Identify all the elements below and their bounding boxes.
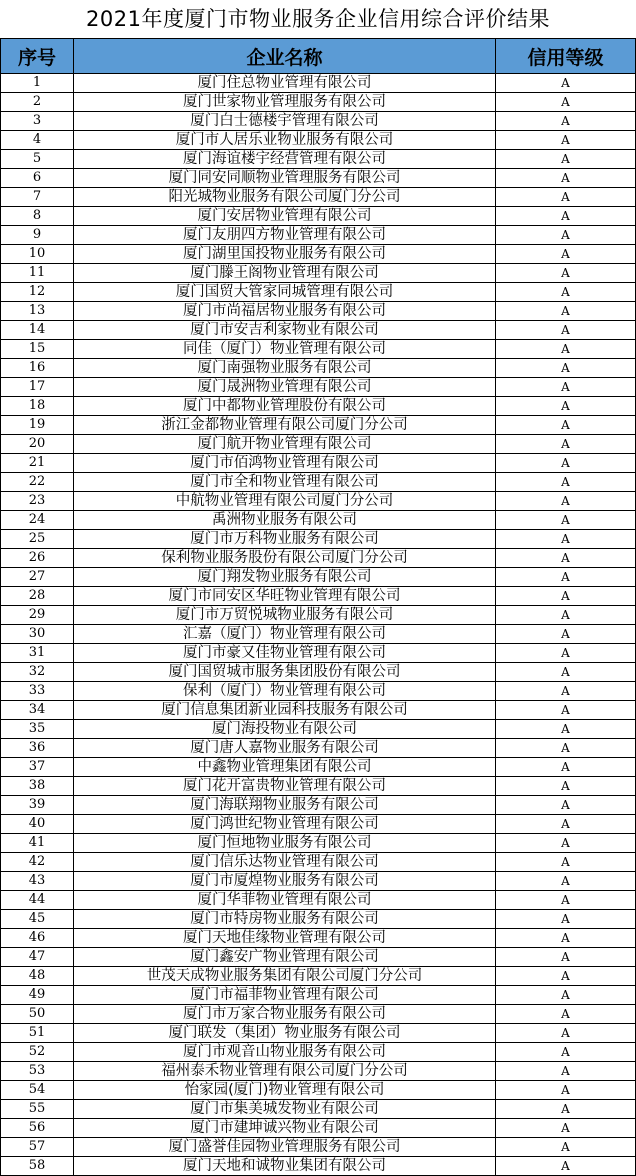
table-row (1, 872, 636, 891)
row-index: 55 (1, 1100, 74, 1119)
table-row (1, 245, 636, 264)
credit-grade: A (496, 777, 636, 796)
row-index: 24 (1, 511, 74, 530)
company-name: 保利物业服务股份有限公司厦门分公司 (74, 549, 496, 568)
table-row (1, 1005, 636, 1024)
company-name: 厦门唐人嘉物业服务有限公司 (74, 739, 496, 758)
row-index: 21 (1, 454, 74, 473)
table-row (1, 1043, 636, 1062)
company-name: 厦门国贸大管家同城管理有限公司 (74, 283, 496, 302)
row-index: 57 (1, 1138, 74, 1157)
credit-grade: A (496, 910, 636, 929)
company-name: 厦门市特房物业服务有限公司 (74, 910, 496, 929)
company-name: 厦门鸿世纪物业管理有限公司 (74, 815, 496, 834)
table-row (1, 815, 636, 834)
credit-rating-table (0, 38, 636, 1176)
table-row (1, 454, 636, 473)
company-name: 厦门市万贸悦城物业服务有限公司 (74, 606, 496, 625)
credit-grade: A (496, 568, 636, 587)
column-header-index: 序号 (1, 39, 74, 74)
table-row (1, 720, 636, 739)
row-index: 23 (1, 492, 74, 511)
company-name: 厦门市观音山物业服务有限公司 (74, 1043, 496, 1062)
company-name: 同佳（厦门）物业管理有限公司 (74, 340, 496, 359)
credit-grade: A (496, 264, 636, 283)
table-row (1, 169, 636, 188)
credit-grade: A (496, 682, 636, 701)
table-row (1, 473, 636, 492)
credit-grade: A (496, 587, 636, 606)
credit-grade: A (496, 74, 636, 93)
table-row (1, 549, 636, 568)
row-index: 2 (1, 93, 74, 112)
company-name: 厦门航开物业管理有限公司 (74, 435, 496, 454)
table-row (1, 264, 636, 283)
credit-grade: A (496, 986, 636, 1005)
row-index: 13 (1, 302, 74, 321)
table-row (1, 758, 636, 777)
table-row (1, 492, 636, 511)
company-name: 厦门市万科物业服务有限公司 (74, 530, 496, 549)
company-name: 厦门信乐达物业管理有限公司 (74, 853, 496, 872)
credit-grade: A (496, 1024, 636, 1043)
table-row (1, 1100, 636, 1119)
credit-grade: A (496, 720, 636, 739)
company-name: 厦门白士德楼宇管理有限公司 (74, 112, 496, 131)
company-name: 厦门安居物业管理有限公司 (74, 207, 496, 226)
company-name: 厦门滕王阁物业管理有限公司 (74, 264, 496, 283)
credit-grade: A (496, 131, 636, 150)
credit-grade: A (496, 1043, 636, 1062)
row-index: 27 (1, 568, 74, 587)
company-name: 世茂天成物业服务集团有限公司厦门分公司 (74, 967, 496, 986)
row-index: 7 (1, 188, 74, 207)
table-row (1, 131, 636, 150)
row-index: 28 (1, 587, 74, 606)
row-index: 38 (1, 777, 74, 796)
row-index: 58 (1, 1157, 74, 1176)
row-index: 40 (1, 815, 74, 834)
table-row (1, 321, 636, 340)
table-row (1, 188, 636, 207)
credit-grade: A (496, 397, 636, 416)
credit-grade: A (496, 1100, 636, 1119)
row-index: 16 (1, 359, 74, 378)
row-index: 19 (1, 416, 74, 435)
company-name: 厦门市尚福居物业服务有限公司 (74, 302, 496, 321)
company-name: 厦门市人居乐业物业服务有限公司 (74, 131, 496, 150)
credit-grade: A (496, 948, 636, 967)
table-row (1, 891, 636, 910)
company-name: 厦门天地佳缘物业管理有限公司 (74, 929, 496, 948)
table-row (1, 1081, 636, 1100)
company-name: 厦门海谊楼宇经营管理有限公司 (74, 150, 496, 169)
table-row (1, 929, 636, 948)
company-name: 厦门市集美城发物业有限公司 (74, 1100, 496, 1119)
row-index: 29 (1, 606, 74, 625)
credit-grade: A (496, 416, 636, 435)
table-row (1, 1157, 636, 1176)
company-name: 厦门信息集团新业园科技服务有限公司 (74, 701, 496, 720)
column-header-name: 企业名称 (74, 39, 496, 74)
row-index: 22 (1, 473, 74, 492)
company-name: 怡家园(厦门)物业管理有限公司 (74, 1081, 496, 1100)
table-row (1, 416, 636, 435)
company-name: 厦门市安吉利家物业有限公司 (74, 321, 496, 340)
row-index: 14 (1, 321, 74, 340)
credit-grade: A (496, 188, 636, 207)
row-index: 49 (1, 986, 74, 1005)
table-row (1, 112, 636, 131)
table-row (1, 74, 636, 93)
credit-grade: A (496, 796, 636, 815)
company-name: 厦门翔发物业服务有限公司 (74, 568, 496, 587)
table-row (1, 625, 636, 644)
document-title: 2021年度厦门市物业服务企业信用综合评价结果 (86, 7, 550, 31)
row-index: 44 (1, 891, 74, 910)
table-row (1, 397, 636, 416)
row-index: 53 (1, 1062, 74, 1081)
table-row (1, 435, 636, 454)
company-name: 厦门住总物业管理有限公司 (74, 74, 496, 93)
company-name: 厦门市福菲物业管理有限公司 (74, 986, 496, 1005)
credit-grade: A (496, 245, 636, 264)
row-index: 11 (1, 264, 74, 283)
row-index: 51 (1, 1024, 74, 1043)
credit-grade: A (496, 283, 636, 302)
company-name: 厦门恒地物业服务有限公司 (74, 834, 496, 853)
table-row (1, 93, 636, 112)
company-name: 厦门盛誉佳园物业管理服务有限公司 (74, 1138, 496, 1157)
credit-grade: A (496, 378, 636, 397)
company-name: 厦门中都物业管理股份有限公司 (74, 397, 496, 416)
company-name: 厦门市建坤诚兴物业有限公司 (74, 1119, 496, 1138)
company-name: 保利（厦门）物业管理有限公司 (74, 682, 496, 701)
row-index: 20 (1, 435, 74, 454)
company-name: 厦门同安同顺物业管理服务有限公司 (74, 169, 496, 188)
row-index: 3 (1, 112, 74, 131)
company-name: 厦门湖里国投物业服务有限公司 (74, 245, 496, 264)
credit-grade: A (496, 93, 636, 112)
table-row (1, 150, 636, 169)
table-row (1, 568, 636, 587)
table-row (1, 739, 636, 758)
row-index: 8 (1, 207, 74, 226)
row-index: 30 (1, 625, 74, 644)
row-index: 18 (1, 397, 74, 416)
column-header-grade: 信用等级 (496, 39, 636, 74)
credit-grade: A (496, 473, 636, 492)
company-name: 厦门南强物业服务有限公司 (74, 359, 496, 378)
company-name: 厦门市全和物业管理有限公司 (74, 473, 496, 492)
credit-grade: A (496, 891, 636, 910)
table-row (1, 986, 636, 1005)
credit-grade: A (496, 511, 636, 530)
company-name: 汇嘉（厦门）物业管理有限公司 (74, 625, 496, 644)
company-name: 厦门市同安区华旺物业管理有限公司 (74, 587, 496, 606)
company-name: 厦门花开富贵物业管理有限公司 (74, 777, 496, 796)
table-row (1, 910, 636, 929)
table-row (1, 796, 636, 815)
table-row (1, 701, 636, 720)
table-row (1, 1024, 636, 1043)
company-name: 中航物业管理有限公司厦门分公司 (74, 492, 496, 511)
table-row (1, 302, 636, 321)
credit-grade: A (496, 549, 636, 568)
credit-grade: A (496, 1081, 636, 1100)
row-index: 35 (1, 720, 74, 739)
credit-grade: A (496, 530, 636, 549)
credit-grade: A (496, 929, 636, 948)
company-name: 厦门海投物业有限公司 (74, 720, 496, 739)
row-index: 26 (1, 549, 74, 568)
row-index: 1 (1, 74, 74, 93)
table-row (1, 853, 636, 872)
row-index: 50 (1, 1005, 74, 1024)
table-row (1, 226, 636, 245)
row-index: 12 (1, 283, 74, 302)
company-name: 中鑫物业管理集团有限公司 (74, 758, 496, 777)
credit-grade: A (496, 302, 636, 321)
row-index: 5 (1, 150, 74, 169)
row-index: 52 (1, 1043, 74, 1062)
company-name: 厦门晟洲物业管理有限公司 (74, 378, 496, 397)
table-row (1, 948, 636, 967)
company-name: 福州泰禾物业管理有限公司厦门分公司 (74, 1062, 496, 1081)
row-index: 42 (1, 853, 74, 872)
credit-grade: A (496, 739, 636, 758)
table-body (1, 74, 636, 1176)
table-row (1, 378, 636, 397)
row-index: 25 (1, 530, 74, 549)
credit-grade: A (496, 226, 636, 245)
row-index: 9 (1, 226, 74, 245)
company-name: 浙江金都物业管理有限公司厦门分公司 (74, 416, 496, 435)
company-name: 阳光城物业服务有限公司厦门分公司 (74, 188, 496, 207)
company-name: 厦门联发（集团）物业服务有限公司 (74, 1024, 496, 1043)
table-row (1, 207, 636, 226)
credit-grade: A (496, 169, 636, 188)
credit-grade: A (496, 872, 636, 891)
row-index: 56 (1, 1119, 74, 1138)
table-row (1, 967, 636, 986)
company-name: 厦门海联翔物业服务有限公司 (74, 796, 496, 815)
company-name: 厦门华菲物业管理有限公司 (74, 891, 496, 910)
table-header-row (1, 39, 636, 74)
table-row (1, 1119, 636, 1138)
company-name: 厦门世家物业管理服务有限公司 (74, 93, 496, 112)
credit-grade: A (496, 1138, 636, 1157)
credit-grade: A (496, 815, 636, 834)
credit-grade: A (496, 644, 636, 663)
table-row (1, 283, 636, 302)
row-index: 6 (1, 169, 74, 188)
row-index: 45 (1, 910, 74, 929)
row-index: 41 (1, 834, 74, 853)
row-index: 39 (1, 796, 74, 815)
credit-grade: A (496, 967, 636, 986)
row-index: 48 (1, 967, 74, 986)
table-row (1, 682, 636, 701)
row-index: 10 (1, 245, 74, 264)
credit-grade: A (496, 112, 636, 131)
table-row (1, 530, 636, 549)
company-name: 厦门市厦煌物业服务有限公司 (74, 872, 496, 891)
row-index: 31 (1, 644, 74, 663)
table-row (1, 1062, 636, 1081)
company-name: 厦门鑫安广物业管理有限公司 (74, 948, 496, 967)
table-row (1, 834, 636, 853)
row-index: 47 (1, 948, 74, 967)
table-row (1, 511, 636, 530)
credit-grade: A (496, 1005, 636, 1024)
credit-grade: A (496, 625, 636, 644)
row-index: 34 (1, 701, 74, 720)
credit-grade: A (496, 340, 636, 359)
row-index: 46 (1, 929, 74, 948)
credit-grade: A (496, 207, 636, 226)
credit-grade: A (496, 454, 636, 473)
row-index: 4 (1, 131, 74, 150)
credit-grade: A (496, 1119, 636, 1138)
row-index: 37 (1, 758, 74, 777)
company-name: 厦门友朋四方物业管理有限公司 (74, 226, 496, 245)
credit-grade: A (496, 834, 636, 853)
credit-grade: A (496, 1157, 636, 1176)
company-name: 厦门国贸城市服务集团股份有限公司 (74, 663, 496, 682)
company-name: 厦门市豪又佳物业管理有限公司 (74, 644, 496, 663)
company-name: 厦门天地和诚物业集团有限公司 (74, 1157, 496, 1176)
credit-grade: A (496, 359, 636, 378)
credit-grade: A (496, 701, 636, 720)
row-index: 36 (1, 739, 74, 758)
row-index: 32 (1, 663, 74, 682)
row-index: 54 (1, 1081, 74, 1100)
credit-grade: A (496, 606, 636, 625)
table-row (1, 1138, 636, 1157)
credit-grade: A (496, 663, 636, 682)
table-row (1, 359, 636, 378)
table-row (1, 644, 636, 663)
table-row (1, 587, 636, 606)
credit-grade: A (496, 150, 636, 169)
credit-grade: A (496, 758, 636, 777)
credit-grade: A (496, 853, 636, 872)
table-row (1, 663, 636, 682)
credit-grade: A (496, 321, 636, 340)
credit-grade: A (496, 492, 636, 511)
row-index: 43 (1, 872, 74, 891)
row-index: 17 (1, 378, 74, 397)
company-name: 禹洲物业服务有限公司 (74, 511, 496, 530)
table-row (1, 606, 636, 625)
credit-grade: A (496, 435, 636, 454)
row-index: 33 (1, 682, 74, 701)
credit-grade: A (496, 1062, 636, 1081)
company-name: 厦门市佰鸿物业管理有限公司 (74, 454, 496, 473)
table-row (1, 340, 636, 359)
company-name: 厦门市万家合物业服务有限公司 (74, 1005, 496, 1024)
row-index: 15 (1, 340, 74, 359)
table-row (1, 777, 636, 796)
